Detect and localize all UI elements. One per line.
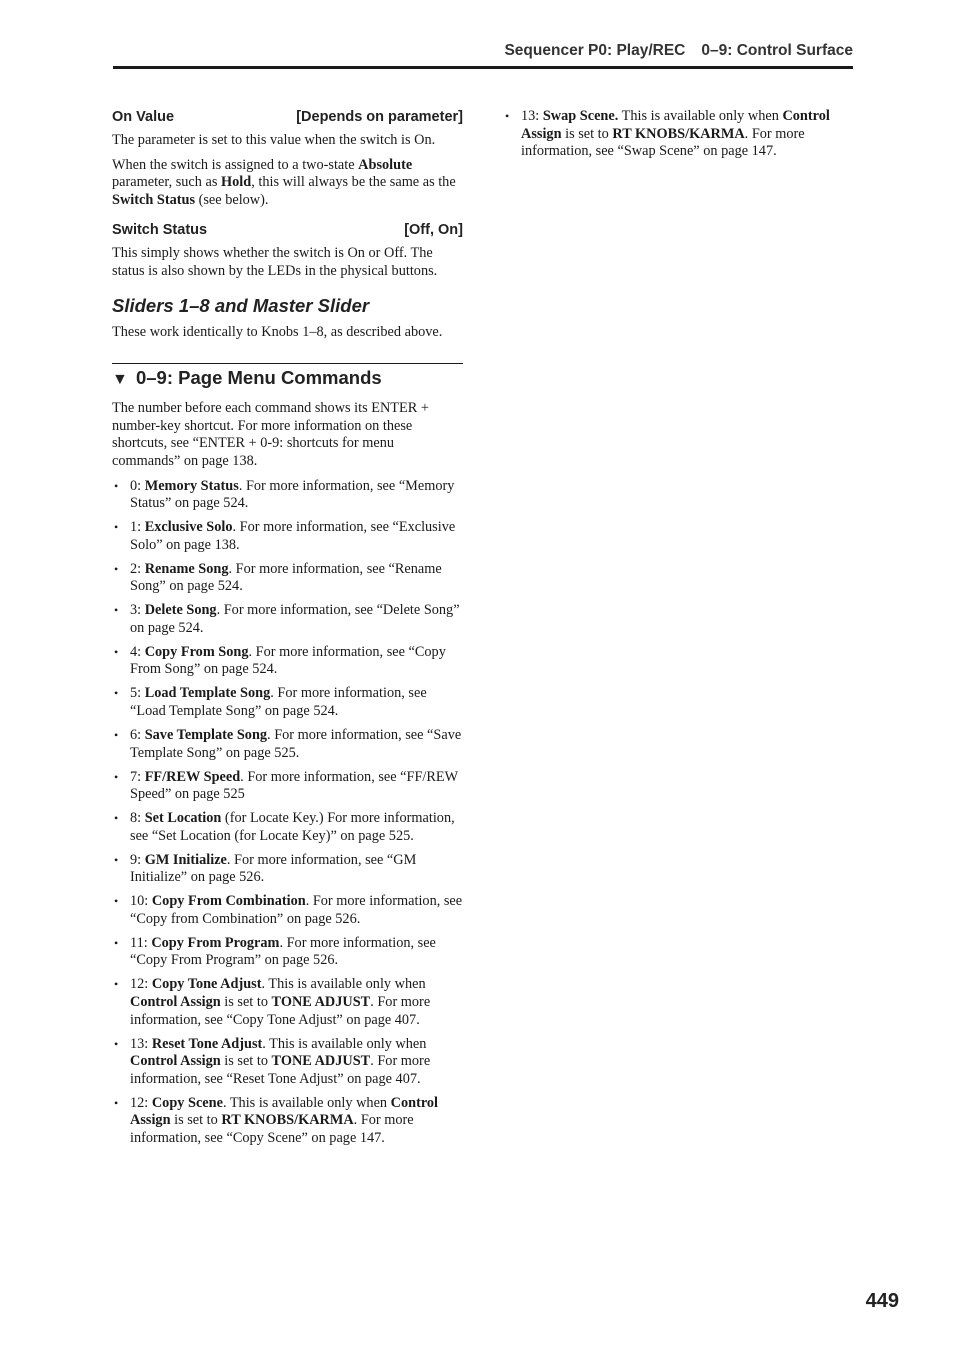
command-list-continued — [503, 108, 848, 161]
on-value-range: [Depends on parameter] — [296, 109, 463, 125]
list-item: • 4: Copy From Song. For more information, see “Copy From Song” on page 524. — [114, 643, 446, 678]
header-rule — [113, 66, 853, 69]
bullet-icon: • — [505, 109, 510, 123]
bullet-icon: • — [114, 1095, 119, 1110]
menu-commands-intro: The number before each command shows its ENTER + number-key shortcut. For more information on these shortcuts, see “ENTER + 0-9: shortcuts for menu commands” on page 138. — [112, 400, 429, 469]
bullet-icon: • — [114, 769, 119, 784]
switch-status-range: [Off, On] — [404, 222, 463, 239]
switch-status-heading — [112, 221, 463, 239]
list-item: • 3: Delete Song. For more information, see “Delete Song” on page 524. — [114, 602, 460, 636]
bullet-icon: • — [114, 1036, 119, 1051]
list-item: • 2: Rename Song. For more information, see “Rename Song” on page 524. — [114, 560, 442, 595]
list-item: • 8: Set Location (for Locate Key.) For more information, see “Set Location (for Locate Key)” on page 525. — [114, 810, 455, 844]
bullet-icon: • — [114, 977, 119, 992]
list-item: • 12: Copy Scene. This is available only when Control Assign is set to RT KNOBS/KARMA. For more information, see “Copy Scene” on page 147. — [114, 1094, 439, 1146]
command-list — [112, 478, 463, 1148]
switch-status-desc: This simply shows whether the switch is On or Off. The status is also shown by the LEDs in the physical buttons. — [112, 245, 438, 279]
list-item: • 0: Memory Status. For more information, see “Memory Status” on page 524. — [114, 477, 455, 512]
list-item: • 9: GM Initialize. For more information, see “GM Initialize” on page 526. — [114, 851, 417, 886]
bullet-icon: • — [114, 478, 119, 493]
bullet-icon: • — [114, 686, 119, 701]
menu-commands-heading — [112, 367, 463, 391]
list-item: • 12: Copy Tone Adjust. This is available only when Control Assign is set to TONE ADJUST. For more information, see “Copy Tone Adjust” on page 407. — [114, 976, 431, 1028]
list-item: • 13: Reset Tone Adjust. This is available only when Control Assign is set to TONE ADJUST. For more information, see “Reset Tone Adjust” on page 407. — [114, 1035, 431, 1087]
sliders-heading: Sliders 1–8 and Master Slider — [112, 294, 370, 316]
bullet-icon: • — [114, 603, 119, 618]
running-header — [504, 42, 853, 60]
bullet-icon: • — [114, 894, 119, 909]
switch-status-title: Switch Status — [112, 222, 208, 239]
right-column — [503, 108, 848, 167]
page-number: 449 — [865, 1290, 899, 1312]
triangle-down-icon: ▼ — [112, 371, 128, 389]
left-column — [112, 108, 463, 1154]
bullet-icon: • — [114, 935, 119, 950]
list-item: • 6: Save Template Song. For more information, see “Save Template Song” on page 525. — [114, 727, 462, 761]
list-item: • 7: FF/REW Speed. For more information, see “FF/REW Speed” on page 525 — [114, 768, 458, 803]
menu-commands-title: 0–9: Page Menu Commands — [135, 367, 382, 389]
list-item: • 11: Copy From Program. For more information, see “Copy From Program” on page 526. — [114, 934, 436, 969]
on-value-desc: The parameter is set to this value when the switch is On. — [112, 132, 436, 148]
sliders-desc: These work identically to Knobs 1–8, as described above. — [112, 323, 443, 340]
section-rule — [112, 363, 463, 364]
bullet-icon: • — [114, 852, 119, 867]
on-value-note: When the switch is assigned to a two-state Absolute parameter, such as Hold, this will always be the same as the Switch Status (see below). — [112, 156, 456, 208]
on-value-heading — [112, 108, 463, 126]
bullet-icon: • — [114, 644, 119, 659]
list-item: • 5: Load Template Song. For more information, see “Load Template Song” on page 524. — [114, 685, 427, 720]
bullet-icon: • — [114, 520, 119, 535]
bullet-icon: • — [114, 561, 119, 576]
bullet-icon: • — [114, 728, 119, 742]
list-item: • 1: Exclusive Solo. For more information, see “Exclusive Solo” on page 138. — [114, 519, 456, 553]
header-subsection: 0–9: Control Surface — [701, 42, 853, 59]
on-value-title: On Value — [112, 109, 175, 125]
list-item: • 13: Swap Scene. This is available only when Control Assign is set to RT KNOBS/KARMA. For more information, see “Swap Scene” on page 147. — [505, 108, 830, 160]
list-item: • 10: Copy From Combination. For more information, see “Copy from Combination” on page 526. — [114, 893, 463, 927]
bullet-icon: • — [114, 811, 119, 826]
header-section: Sequencer P0: Play/REC — [504, 42, 686, 59]
